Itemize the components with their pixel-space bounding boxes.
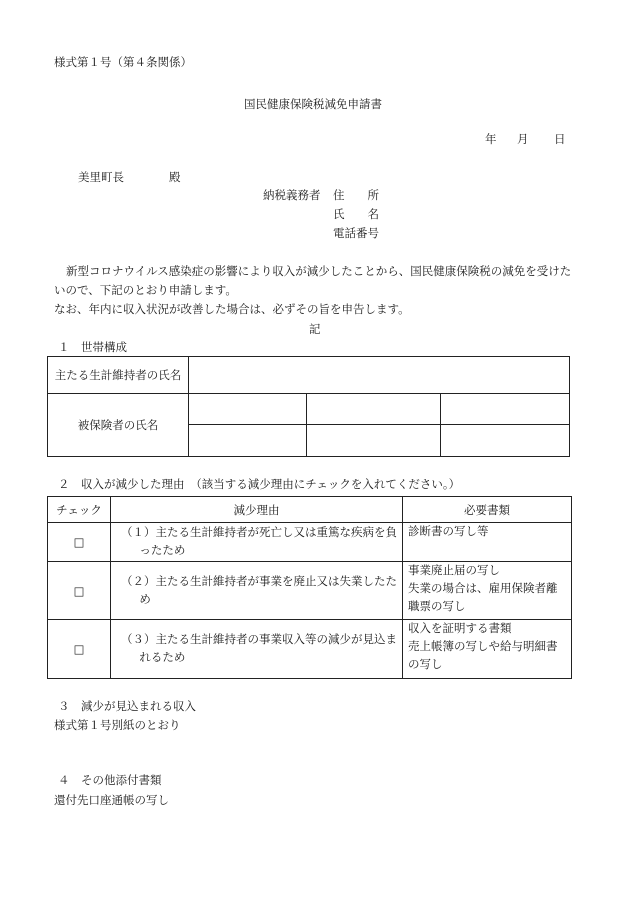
reason-text-cell: （２）主たる生計維持者が事業を廃止又は失業したため (111, 562, 403, 620)
reason-checkbox[interactable] (48, 620, 111, 679)
checkbox-icon[interactable]: □ (73, 583, 85, 598)
section4-content: 還付先口座通帳の写し (54, 793, 169, 807)
section1-heading: １ 世帯構成 (58, 340, 127, 354)
reason-checkbox[interactable] (48, 523, 111, 562)
checkbox-icon[interactable]: □ (73, 642, 85, 656)
insured-name-field[interactable] (307, 394, 441, 425)
reason-text-cell: （３）主たる生計維持者の事業収入等の減少が見込まれるため (111, 620, 403, 679)
phone-label: 電話番号 (333, 226, 379, 240)
required-docs-cell: 事業廃止届の写し 失業の場合は、雇用保険者離職票の写し (403, 562, 572, 620)
required-docs-cell: 収入を証明する書類 売上帳簿の写しや給与明細書の写し (403, 620, 572, 679)
addressee-name: 美里町長 (78, 170, 124, 184)
reason-text-cell: （１）主たる生計維持者が死亡し又は重篤な疾病を負ったため (111, 523, 403, 562)
checkbox-icon[interactable]: □ (73, 535, 85, 549)
insured-name-field[interactable] (189, 394, 307, 425)
required-docs-cell: 診断書の写し等 (403, 523, 572, 562)
main-earner-name-field[interactable] (189, 357, 570, 394)
body-line-3: なお、年内に収入状況が改善した場合は、必ずその旨を申告します。 (54, 302, 410, 316)
form-number: 様式第１号（第４条関係） (54, 55, 192, 69)
section4-heading: ４ その他添付書類 (58, 773, 162, 787)
insured-name-field[interactable] (441, 425, 570, 457)
address-label: 住 所 (333, 188, 379, 202)
page-title: 国民健康保険税減免申請書 (244, 97, 382, 111)
date-year-label: 年 (485, 132, 497, 146)
household-table (47, 356, 570, 457)
date-day-label: 日 (554, 132, 566, 146)
name-label: 氏 名 (333, 207, 379, 221)
ki-label: 記 (309, 322, 321, 336)
section3-content: 様式第１号別紙のとおり (54, 718, 181, 732)
insured-name-field[interactable] (189, 425, 307, 457)
check-column-header: チェック (48, 497, 111, 523)
insured-name-field[interactable] (441, 394, 570, 425)
main-earner-label: 主たる生計維持者の氏名 (48, 357, 189, 394)
applicant-role: 納税義務者 (263, 188, 321, 202)
insured-label: 被保険者の氏名 (48, 394, 189, 457)
reason-checkbox[interactable] (48, 562, 111, 620)
body-line-2: いので、下記のとおり申請します。 (54, 283, 237, 297)
reason-column-header: 減少理由 (111, 497, 403, 523)
docs-column-header: 必要書類 (403, 497, 572, 523)
date-month-label: 月 (517, 132, 529, 146)
insured-name-field[interactable] (307, 425, 441, 457)
section3-heading: ３ 減少が見込まれる収入 (58, 699, 196, 713)
section2-heading: ２ 収入が減少した理由 （該当する減少理由にチェックを入れてください。） (58, 477, 461, 491)
reasons-table (47, 496, 572, 679)
body-line-1: 新型コロナウイルス感染症の影響により収入が減少したことから、国民健康保険税の減免を受けた (66, 264, 572, 278)
addressee-honorific: 殿 (169, 170, 181, 184)
